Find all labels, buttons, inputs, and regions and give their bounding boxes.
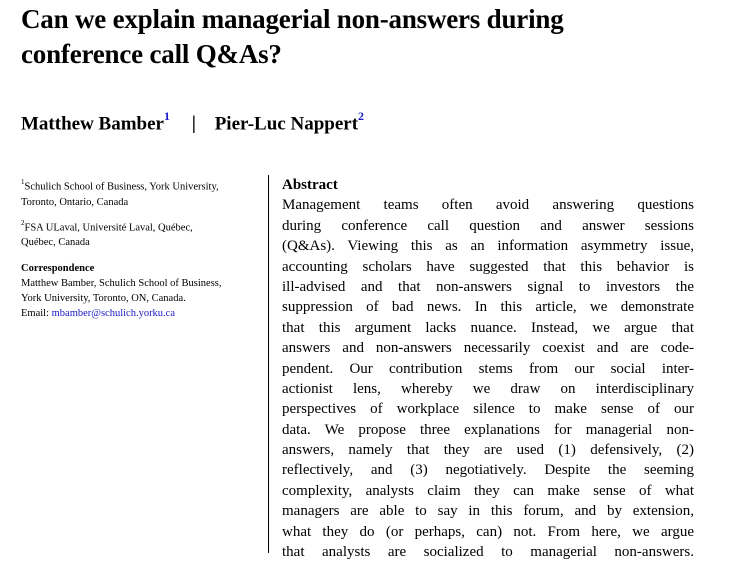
paper-title xyxy=(21,2,711,72)
abstract-line: pendent. Our contribution stems from our social inter- xyxy=(282,360,694,377)
abstract-line: Management teams often avoid answering questions xyxy=(282,197,694,214)
email-label: Email: xyxy=(21,308,49,319)
abstract-line: actionist lens, whereby we draw on interdisciplinary xyxy=(282,380,694,397)
email-link[interactable]: mbamber@schulich.yorku.ca xyxy=(51,308,176,319)
correspondence-text: York University, Toronto, ON, Canada. xyxy=(21,293,186,304)
abstract-line: what they do (or perhaps, can) not. From here, we argue xyxy=(282,523,694,540)
affiliation-marker: 1 xyxy=(21,178,25,186)
abstract-line: answers and non-answers necessarily coexist and are code- xyxy=(282,340,694,357)
abstract-line: ill-advised and that non-answers signal to investors the xyxy=(282,278,694,295)
abstract-line: that analysts are socialized to managerial non-answers. xyxy=(282,544,694,561)
title-line: conference call Q&As? xyxy=(21,39,282,69)
abstract-line: complexity, analysts claim they can make sense of what xyxy=(282,482,694,499)
affiliations-column xyxy=(21,176,266,321)
title-line: Can we explain managerial non-answers during xyxy=(21,4,564,34)
abstract-line: suppression of bad news. In this article, we demonstrate xyxy=(282,299,694,316)
author-name: Pier-Luc Nappert xyxy=(214,113,359,135)
abstract-line: reflectively, and (3) negotiatively. Despite the seeming xyxy=(282,462,694,479)
abstract xyxy=(282,175,694,562)
abstract-line: managers are able to say in this forum, and by extension, xyxy=(282,503,694,520)
author-name: Matthew Bamber xyxy=(21,113,164,135)
author-affiliation-marker[interactable]: 2 xyxy=(358,109,365,123)
abstract-line: (Q&As). Viewing this as an information asymmetry issue, xyxy=(282,238,694,255)
author-list xyxy=(21,111,364,135)
affiliation-text: Québec, Canada xyxy=(21,237,90,248)
affiliation xyxy=(21,217,266,251)
abstract-line: that this argument lacks nuance. Instead, we argue that xyxy=(282,319,694,336)
affiliation-marker: 2 xyxy=(21,218,25,227)
author-affiliation-marker[interactable]: 1 xyxy=(164,109,170,123)
abstract-heading: Abstract xyxy=(282,177,338,193)
affiliation-text: Toronto, Ontario, Canada xyxy=(21,196,129,208)
column-divider xyxy=(268,175,269,553)
affiliation-text: FSA ULaval, Université Laval, Québec, xyxy=(24,222,193,233)
abstract-body xyxy=(282,195,694,562)
abstract-line: data. We propose three explanations for managerial non- xyxy=(282,421,694,438)
abstract-line: during conference call question and answer sessions xyxy=(282,217,694,234)
abstract-line: accounting scholars have suggested that this behavior is xyxy=(282,258,694,275)
abstract-line: answers, namely that they are used (1) defensively, (2) xyxy=(282,442,694,459)
affiliation xyxy=(21,176,266,210)
correspondence-text: Matthew Bamber, Schulich School of Business, xyxy=(21,278,222,289)
abstract-line: perspectives of workplace silence to make sense of our xyxy=(282,401,694,418)
author-separator: | xyxy=(191,113,196,135)
affiliation-text: Schulich School of Business, York University, xyxy=(24,181,219,193)
correspondence-heading: Correspondence xyxy=(21,263,95,274)
correspondence xyxy=(21,261,266,321)
